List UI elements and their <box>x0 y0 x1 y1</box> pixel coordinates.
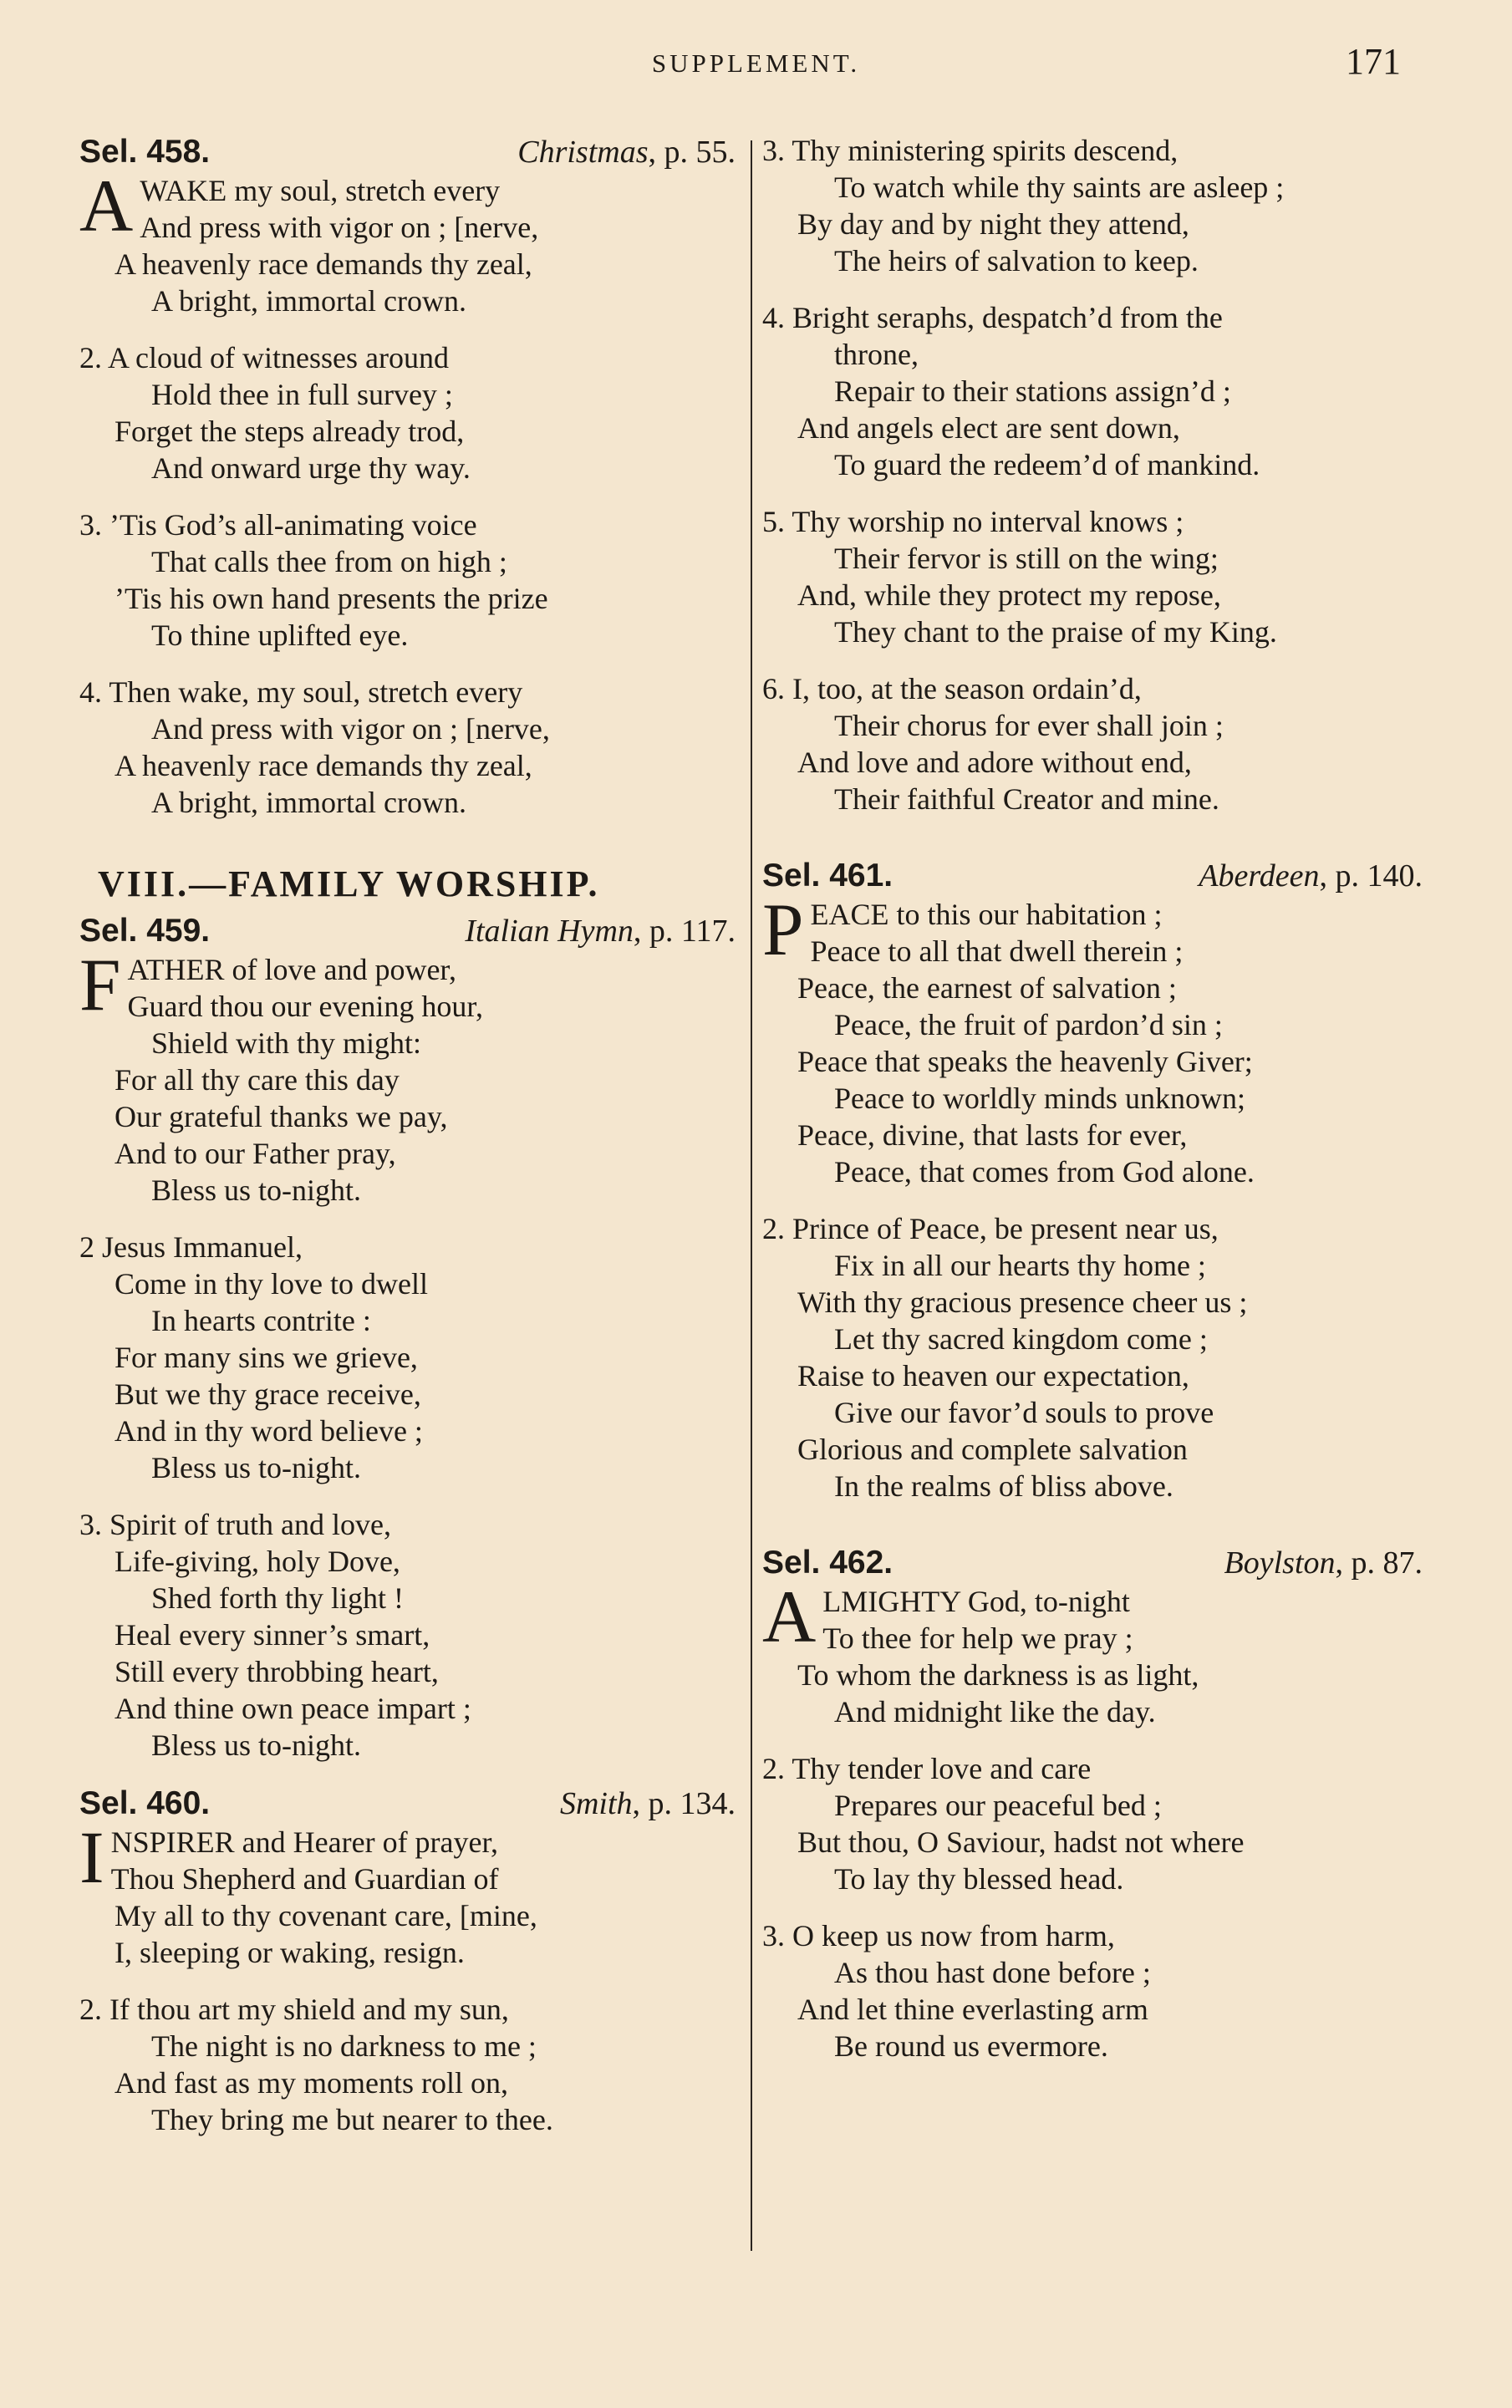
verse-line: Peace that speaks the heavenly Giver; <box>797 1045 1253 1078</box>
first-lines <box>79 944 736 1026</box>
verse-line: throne, <box>834 338 919 371</box>
verse-line: Heal every sinner’s smart, <box>115 1618 430 1652</box>
verse-line: And midnight like the day. <box>834 1695 1156 1728</box>
tune-page: , p. 87. <box>1335 1545 1423 1581</box>
verse-line: EACE to this our habitation ; <box>810 898 1163 931</box>
hymn-heading <box>79 911 736 951</box>
verse-4 <box>762 299 1423 483</box>
verse-line: And fast as my moments roll on, <box>115 2066 508 2100</box>
drop-cap: I <box>79 1817 104 1899</box>
verse-line: To guard the redeem’d of mankind. <box>834 448 1260 481</box>
verse-line: Give our favor’d souls to prove <box>834 1396 1214 1429</box>
hymn-459 <box>79 911 736 1764</box>
verse-line: Thou Shepherd and Guardian of <box>110 1862 499 1896</box>
verse-line: Let thy sacred kingdom come ; <box>834 1322 1208 1356</box>
verse-line: That calls thee from on high ; <box>151 545 507 578</box>
verse-line: WAKE my soul, stretch every <box>140 174 501 207</box>
verse-line: Peace, that comes from God alone. <box>834 1155 1255 1189</box>
first-lines <box>762 889 1423 971</box>
hymn-heading <box>762 856 1423 896</box>
verse-line: 4. Bright seraphs, despatch’d from the <box>762 301 1223 334</box>
selection-number: Sel. 462. <box>762 1545 893 1581</box>
drop-cap: P <box>762 889 804 971</box>
verse-line: In the realms of bliss above. <box>834 1469 1173 1503</box>
verse-line: And press with vigor on ; [nerve, <box>140 211 539 244</box>
verse-1 <box>79 944 736 1209</box>
verse-line: Raise to heaven our expectation, <box>797 1359 1189 1392</box>
tune-name: Aberdeen <box>1199 858 1320 893</box>
verse-line: In hearts contrite : <box>151 1304 371 1337</box>
tune-reference <box>560 1784 736 1824</box>
verse-line: To whom the darkness is as light, <box>797 1658 1199 1692</box>
verse-line: Peace to all that dwell therein ; <box>810 934 1184 968</box>
verse-2 <box>79 339 736 486</box>
verse-line: But thou, O Saviour, hadst not where <box>797 1825 1245 1859</box>
verse-line: 2. Thy tender love and care <box>762 1752 1092 1785</box>
verse-line: Shed forth thy light ! <box>151 1581 404 1615</box>
verse-2 <box>79 1991 736 2138</box>
tune-page: , p. 140. <box>1319 858 1423 893</box>
hymn-461 <box>762 856 1423 1504</box>
verse-4 <box>79 674 736 821</box>
tune-name: Boylston <box>1224 1545 1336 1581</box>
first-lines <box>762 1576 1423 1658</box>
verse-1 <box>79 165 736 319</box>
tune-name: Smith <box>559 1786 633 1821</box>
verse-line: Life-giving, holy Dove, <box>115 1545 400 1578</box>
verse-line: Peace, the fruit of pardon’d sin ; <box>834 1008 1223 1041</box>
verse-line: Their chorus for ever shall join ; <box>834 709 1224 742</box>
drop-cap: F <box>79 944 121 1026</box>
verse-line: Fix in all our hearts thy home ; <box>834 1249 1206 1282</box>
selection-number: Sel. 459. <box>79 913 211 949</box>
hymn-heading <box>762 1543 1423 1583</box>
first-lines <box>79 1817 736 1899</box>
verse-3 <box>762 1917 1423 2064</box>
verse-line: And press with vigor on ; [nerve, <box>151 712 550 746</box>
verse-line: 2. A cloud of witnesses around <box>79 341 449 374</box>
verse-line: A heavenly race demands thy zeal, <box>115 749 532 782</box>
drop-cap: A <box>79 165 134 247</box>
verse-line: For all thy care this day <box>115 1063 400 1097</box>
verse-line: The night is no darkness to me ; <box>151 2029 537 2063</box>
verse-line: Bless us to-night. <box>151 1173 362 1207</box>
verse-line: 3. O keep us now from harm, <box>762 1919 1115 1952</box>
verse-line: Peace to worldly minds unknown; <box>834 1082 1245 1115</box>
verse-line: 3. Spirit of truth and love, <box>79 1508 391 1541</box>
verse-line: They chant to the praise of my King. <box>834 615 1277 649</box>
tune-name: Italian Hymn <box>465 914 634 949</box>
verse-line: Peace, divine, that lasts for ever, <box>797 1118 1188 1152</box>
hymn-heading <box>79 1784 736 1824</box>
tune-reference <box>517 132 736 172</box>
tune-page: , p. 134. <box>632 1786 736 1821</box>
verse-line: 2. Prince of Peace, be present near us, <box>762 1212 1219 1245</box>
verse-3 <box>79 507 736 654</box>
verse-line: Bless us to-night. <box>151 1728 362 1762</box>
tune-name: Christmas <box>517 135 649 170</box>
right-column <box>762 132 1423 2085</box>
verse-line: Forget the steps already trod, <box>115 415 465 448</box>
verse-line: But we thy grace receive, <box>115 1377 421 1411</box>
verse-line: And thine own peace impart ; <box>115 1692 471 1725</box>
verse-line: Still every throbbing heart, <box>115 1655 439 1688</box>
verse-line: ATHER of love and power, <box>127 953 456 986</box>
verse-line: Come in thy love to dwell <box>115 1267 428 1301</box>
verse-1 <box>762 889 1423 1190</box>
verse-line: ’Tis his own hand presents the prize <box>115 582 548 615</box>
verse-line: And in thy word believe ; <box>115 1414 423 1448</box>
verse-line: Be round us evermore. <box>834 2029 1108 2063</box>
running-head: SUPPLEMENT. <box>651 48 861 78</box>
verse-line: And onward urge thy way. <box>151 451 471 485</box>
verse-1 <box>79 1817 736 1971</box>
verse-line: To thee for help we pray ; <box>822 1621 1133 1655</box>
first-lines <box>79 165 736 247</box>
verse-line: Their fervor is still on the wing; <box>834 542 1219 575</box>
verse-line: 6. I, too, at the season ordain’d, <box>762 672 1142 705</box>
verse-line: For many sins we grieve, <box>115 1341 418 1374</box>
hymn-460 <box>79 1784 736 2138</box>
verse-2 <box>762 1750 1423 1897</box>
verse-line: A heavenly race demands thy zeal, <box>115 247 532 281</box>
verse-line: 2 Jesus Immanuel, <box>79 1230 303 1264</box>
verse-line: Peace, the earnest of salvation ; <box>797 971 1177 1005</box>
verse-line: Repair to their stations assign’d ; <box>834 374 1231 408</box>
verse-line: Hold thee in full survey ; <box>151 378 453 411</box>
tune-reference <box>1224 1543 1423 1583</box>
verse-line: To thine uplifted eye. <box>151 619 409 652</box>
left-column <box>79 132 736 2158</box>
verse-line: NSPIRER and Hearer of prayer, <box>110 1825 499 1859</box>
verse-line: To lay thy blessed head. <box>834 1862 1124 1896</box>
hymn-458 <box>79 132 736 821</box>
verse-line: And love and adore without end, <box>797 746 1192 779</box>
tune-reference <box>1199 856 1423 896</box>
verse-line: Their faithful Creator and mine. <box>834 782 1219 816</box>
verse-line: Shield with thy might: <box>151 1026 422 1060</box>
tune-page: , p. 117. <box>633 914 736 949</box>
hymn-462 <box>762 1543 1423 2064</box>
column-rule <box>751 140 752 2251</box>
verse-line: A bright, immortal crown. <box>151 786 466 819</box>
verse-6 <box>762 670 1423 817</box>
verse-line: 3. Thy ministering spirits descend, <box>762 134 1179 167</box>
selection-number: Sel. 458. <box>79 134 211 170</box>
drop-cap: A <box>762 1576 817 1658</box>
tune-reference <box>465 911 736 951</box>
verse-line: Prepares our peaceful bed ; <box>834 1789 1162 1822</box>
verse-line: Guard thou our evening hour, <box>127 990 483 1023</box>
verse-line: The heirs of salvation to keep. <box>834 244 1199 277</box>
verse-line: A bright, immortal crown. <box>151 284 466 318</box>
page-number: 171 <box>1346 41 1401 82</box>
hymn-460-continued <box>762 132 1423 817</box>
verse-line: And let thine everlasting arm <box>797 1993 1148 2026</box>
verse-line: By day and by night they attend, <box>797 207 1189 241</box>
verse-3 <box>79 1506 736 1764</box>
verse-2 <box>762 1210 1423 1504</box>
verse-line: LMIGHTY God, to-night <box>822 1585 1130 1618</box>
section-title: VIII.—FAMILY WORSHIP. <box>98 863 600 904</box>
verse-line: And, while they protect my repose, <box>797 578 1221 612</box>
verse-1 <box>762 1576 1423 1730</box>
verse-line: They bring me but nearer to thee. <box>151 2103 553 2136</box>
verse-line: As thou hast done before ; <box>834 1956 1151 1989</box>
verse-line: To watch while thy saints are asleep ; <box>834 171 1285 204</box>
verse-line: 5. Thy worship no interval knows ; <box>762 505 1184 538</box>
verse-line: Glorious and complete salvation <box>797 1433 1188 1466</box>
verse-line: My all to thy covenant care, [mine, <box>115 1899 537 1932</box>
verse-line: Bless us to-night. <box>151 1451 362 1484</box>
verse-line: I, sleeping or waking, resign. <box>115 1936 465 1969</box>
verse-5 <box>762 503 1423 650</box>
verse-line: 4. Then wake, my soul, stretch every <box>79 675 523 709</box>
hymn-heading <box>79 132 736 172</box>
verse-line: And to our Father pray, <box>115 1137 396 1170</box>
verse-2 <box>79 1229 736 1486</box>
selection-number: Sel. 461. <box>762 858 893 893</box>
verse-line: 3. ’Tis God’s all-animating voice <box>79 508 477 542</box>
verse-line: Our grateful thanks we pay, <box>115 1100 448 1133</box>
verse-3 <box>762 132 1423 279</box>
selection-number: Sel. 460. <box>79 1785 211 1821</box>
tune-page: , p. 55. <box>648 135 736 170</box>
verse-line: 2. If thou art my shield and my sun, <box>79 1993 509 2026</box>
verse-line: And angels elect are sent down, <box>797 411 1180 445</box>
verse-line: With thy gracious presence cheer us ; <box>797 1285 1248 1319</box>
